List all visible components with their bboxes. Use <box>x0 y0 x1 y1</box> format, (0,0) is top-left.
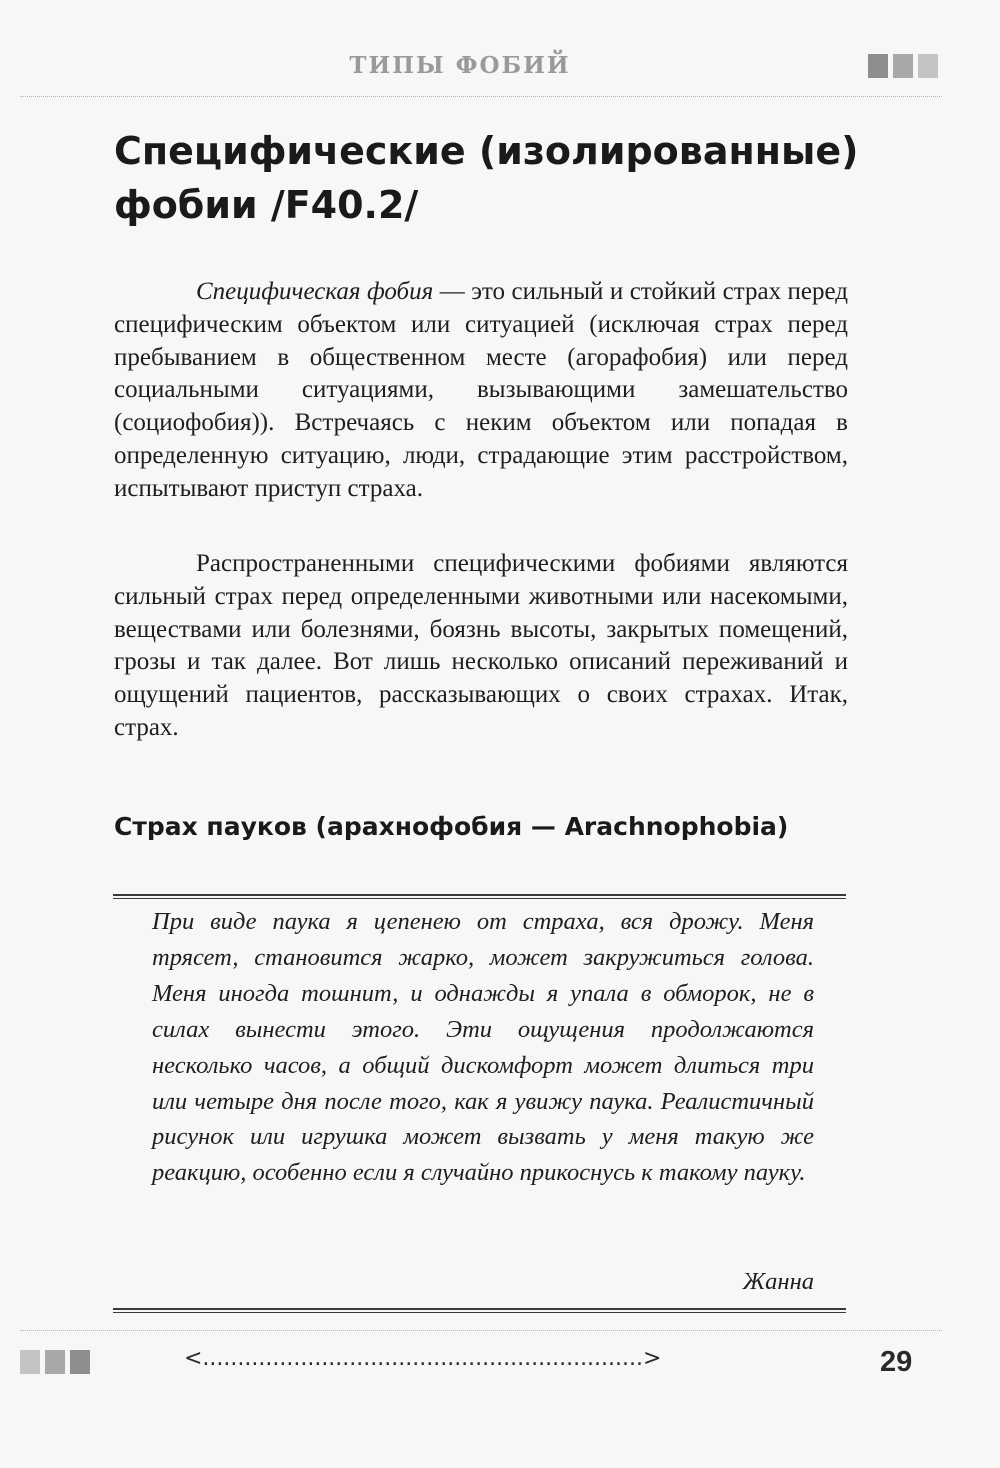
paragraph-text: — это сильный и стойкий страх перед специфическим объектом или ситуацией (исключая страх перед пребыванием в общественном месте (агорафобия) или перед социальными ситуациями, вызывающими замешательство (социофобия)). Встречаясь с неким объектом или попадая в определенную ситуацию, люди, страдающие этим расстройством, испытывают приступ страха. <box>114 278 848 502</box>
quote-author: Жанна <box>742 1268 814 1295</box>
quote-bottom-rule <box>113 1308 846 1313</box>
patient-quote: При виде паука я цепенею от страха, вся дрожу. Меня трясет, становится жарко, может закружиться голова. Меня иногда тошнит, и однажды я упала в обморок, не в силах вынести этого. Эти ощущения продолжаются несколько часов, а общий дискомфорт может длиться три или четыре дня после того, как я увижу паука. Реалистичный рисунок или игрушка может вызвать у меня такую же реакцию, особенно если я случайно прикоснусь к такому пауку. <box>152 908 814 1187</box>
header-divider <box>20 96 942 97</box>
header-square-marker <box>868 54 938 78</box>
paragraph-text: Распространенными специфическими фобиями являются сильный страх перед определенными животными или насекомыми, веществами или болезнями, боязнь высоты, закрытых помещений, грозы и так далее. Вот лишь несколько описаний переживаний и ощущений пациентов, рассказывающих о своих страхах. Итак, страх. <box>114 550 848 741</box>
body-paragraph-1 <box>114 276 848 506</box>
quote-top-rule <box>113 894 846 899</box>
page-number: 29 <box>880 1346 913 1378</box>
footer-nav-arrows: <...............................................................> <box>184 1346 662 1371</box>
body-paragraph-2 <box>114 548 848 745</box>
footer-square-marker <box>20 1350 90 1374</box>
defined-term: Специфическая фобия <box>196 278 434 305</box>
footer-divider <box>20 1330 942 1331</box>
running-header-title: ТИПЫ ФОБИЙ <box>349 52 571 79</box>
subsection-title: Страх пауков (арахнофобия — Arachnophobia) <box>114 812 789 841</box>
section-title: Специфические (изолированные) фобии /F40.2/ <box>114 129 859 227</box>
